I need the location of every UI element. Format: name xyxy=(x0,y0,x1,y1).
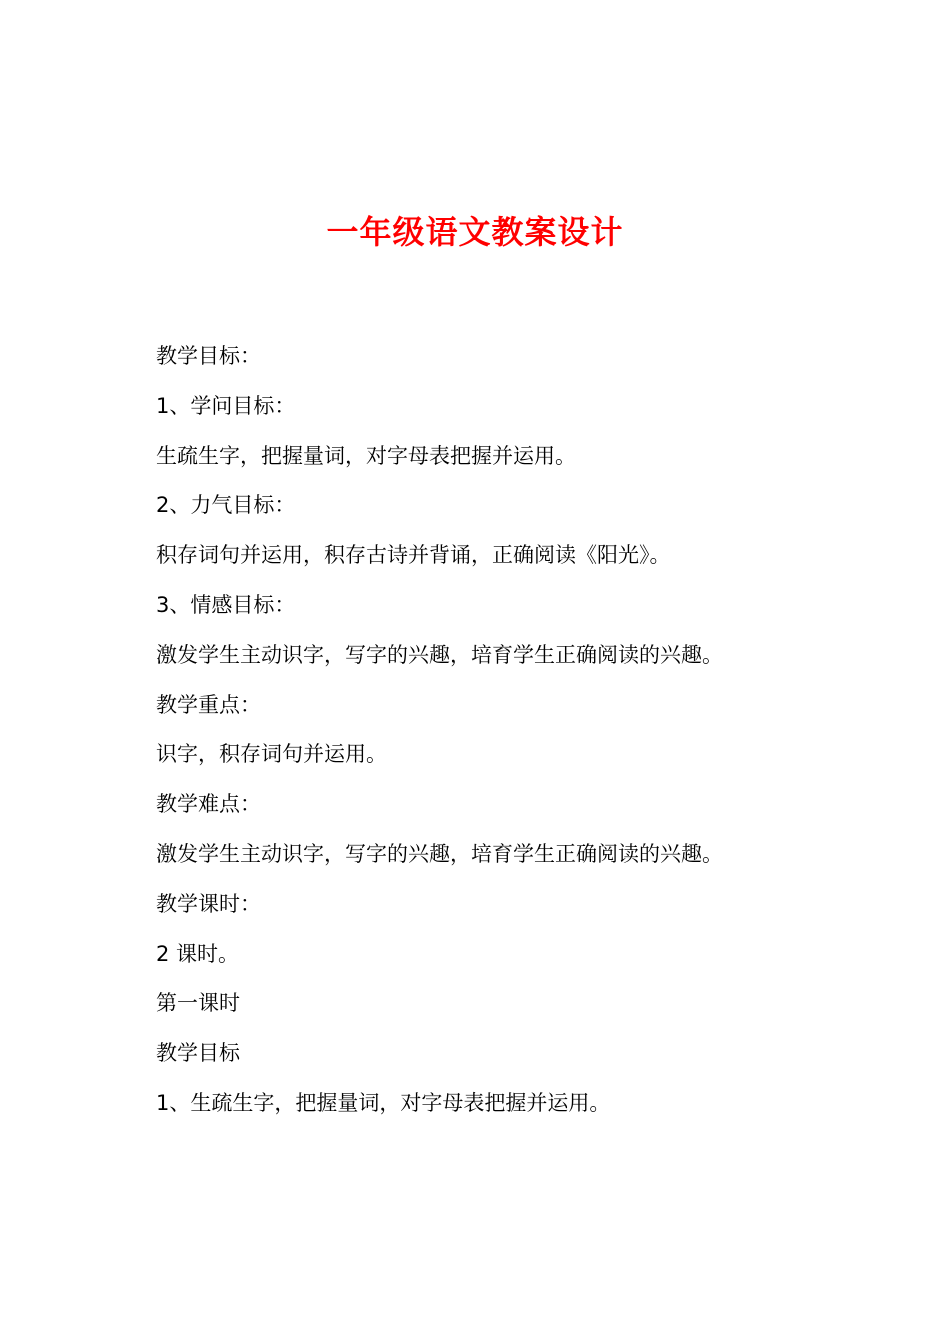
paragraph-line: 1、生疏生字，把握量词，对字母表把握并运用。 xyxy=(156,1090,611,1115)
subheading-lesson-goals: 教学目标 xyxy=(156,1041,240,1066)
paragraph-line: 激发学生主动识字，写字的兴趣，培育学生正确阅读的兴趣。 xyxy=(156,841,723,866)
subheading-knowledge-goal: 1、学问目标： xyxy=(156,393,296,418)
paragraph-line: 激发学生主动识字，写字的兴趣，培育学生正确阅读的兴趣。 xyxy=(156,642,723,667)
section-heading-teaching-goals: 教学目标： xyxy=(156,344,261,368)
section-heading-difficulties: 教学难点： xyxy=(156,792,261,817)
section-heading-class-hours: 教学课时： xyxy=(156,891,261,916)
paragraph-line: 识字，积存词句并运用。 xyxy=(156,742,387,767)
document-body xyxy=(156,338,856,1135)
document-title: 一年级语文教案设计 xyxy=(326,213,624,251)
subheading-ability-goal: 2、力气目标： xyxy=(156,493,296,518)
section-heading-key-points: 教学重点： xyxy=(156,692,261,717)
subheading-emotion-goal: 3、情感目标： xyxy=(156,592,296,617)
paragraph-line: 积存词句并运用，积存古诗并背诵，正确阅读《阳光》。 xyxy=(156,543,671,568)
section-heading-first-lesson: 第一课时 xyxy=(156,991,240,1016)
paragraph-line: 2 课时。 xyxy=(156,941,240,966)
paragraph-line: 生疏生字，把握量词，对字母表把握并运用。 xyxy=(156,443,576,468)
